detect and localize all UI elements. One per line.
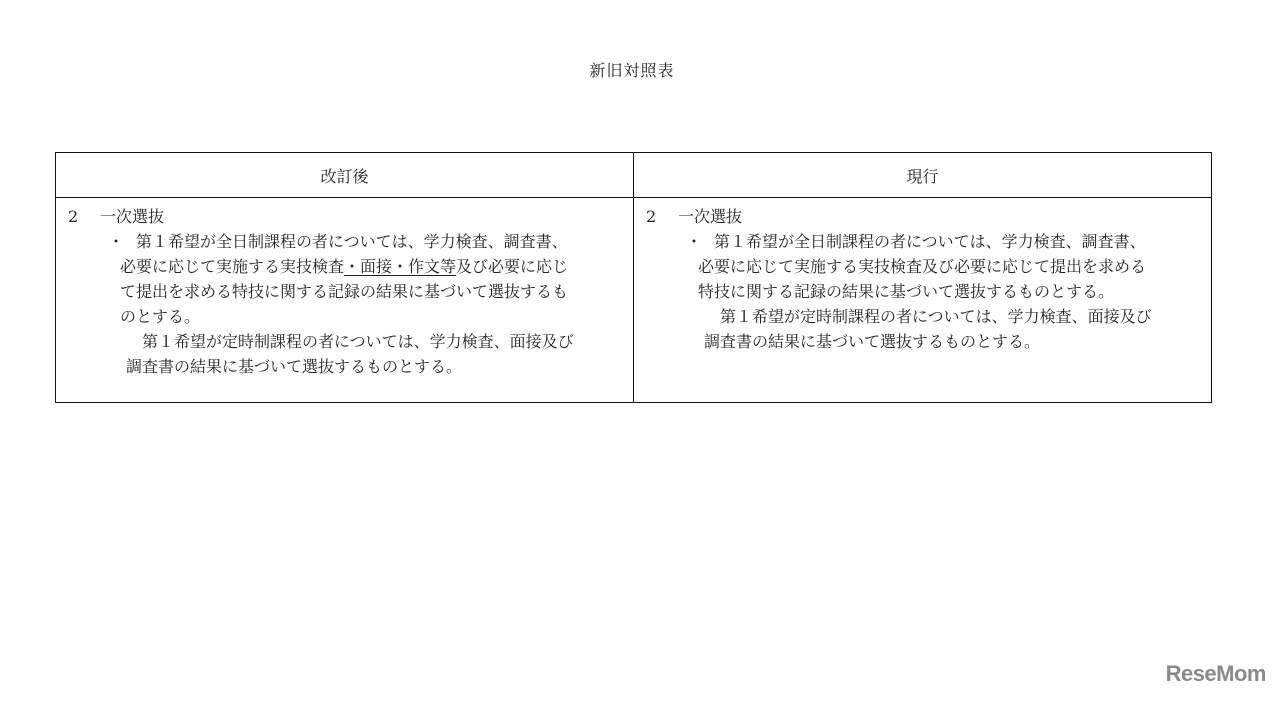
table-row: [56, 198, 1212, 403]
current-section-heading: [646, 204, 1203, 229]
revised-line-3: て提出を求める特技に関する記録の結果に基づいて選抜するも: [120, 282, 569, 301]
revised-section-title: 一次選抜: [100, 207, 165, 226]
current-line-1: 第１希望が全日制課程の者については、学力検査、調査書、: [698, 232, 1146, 251]
revised-section-number: 2: [68, 207, 79, 226]
revised-line-2c: 及び必要に応じ: [456, 257, 569, 276]
revised-line-2: [120, 254, 625, 279]
current-cell: [634, 198, 1212, 403]
current-second-line-2: 調査書の結果に基づいて選抜するものとする。: [704, 332, 1041, 351]
resemom-logo: ReseMom: [1165, 661, 1266, 686]
current-line-2: 必要に応じて実施する実技検査及び必要に応じて提出を求める: [698, 257, 1147, 276]
revised-underlined-addition: ・面接・作文等: [344, 257, 457, 276]
revised-line-2a: 必要に応じて実施する実技検査: [120, 257, 345, 276]
table-header-row: [56, 153, 1212, 198]
revised-cell: [56, 198, 634, 403]
header-current: 現行: [634, 153, 1212, 198]
bullet-dot-icon: ・: [686, 232, 703, 251]
revised-section-heading: [68, 204, 625, 229]
revised-second-line-1: 第１希望が定時制課程の者については、学力検査、面接及び: [142, 332, 574, 351]
current-bullet-paragraph: [646, 229, 1203, 304]
revised-line-4: のとする。: [120, 307, 201, 326]
document-title: 新旧対照表: [589, 61, 675, 80]
current-second-paragraph: [646, 304, 1203, 354]
header-revised: 改訂後: [56, 153, 634, 198]
revised-second-paragraph: [68, 329, 625, 379]
current-line-3: 特技に関する記録の結果に基づいて選抜するものとする。: [698, 282, 1115, 301]
revised-bullet-paragraph: [68, 229, 625, 329]
current-section-number: 2: [646, 207, 657, 226]
current-section-title: 一次選抜: [678, 207, 743, 226]
current-second-line-1: 第１希望が定時制課程の者については、学力検査、面接及び: [720, 307, 1152, 326]
comparison-table: [55, 152, 1212, 403]
bullet-dot-icon: ・: [108, 232, 125, 251]
revised-line-1: 第１希望が全日制課程の者については、学力検査、調査書、: [120, 232, 568, 251]
revised-second-line-2: 調査書の結果に基づいて選抜するものとする。: [126, 357, 463, 376]
